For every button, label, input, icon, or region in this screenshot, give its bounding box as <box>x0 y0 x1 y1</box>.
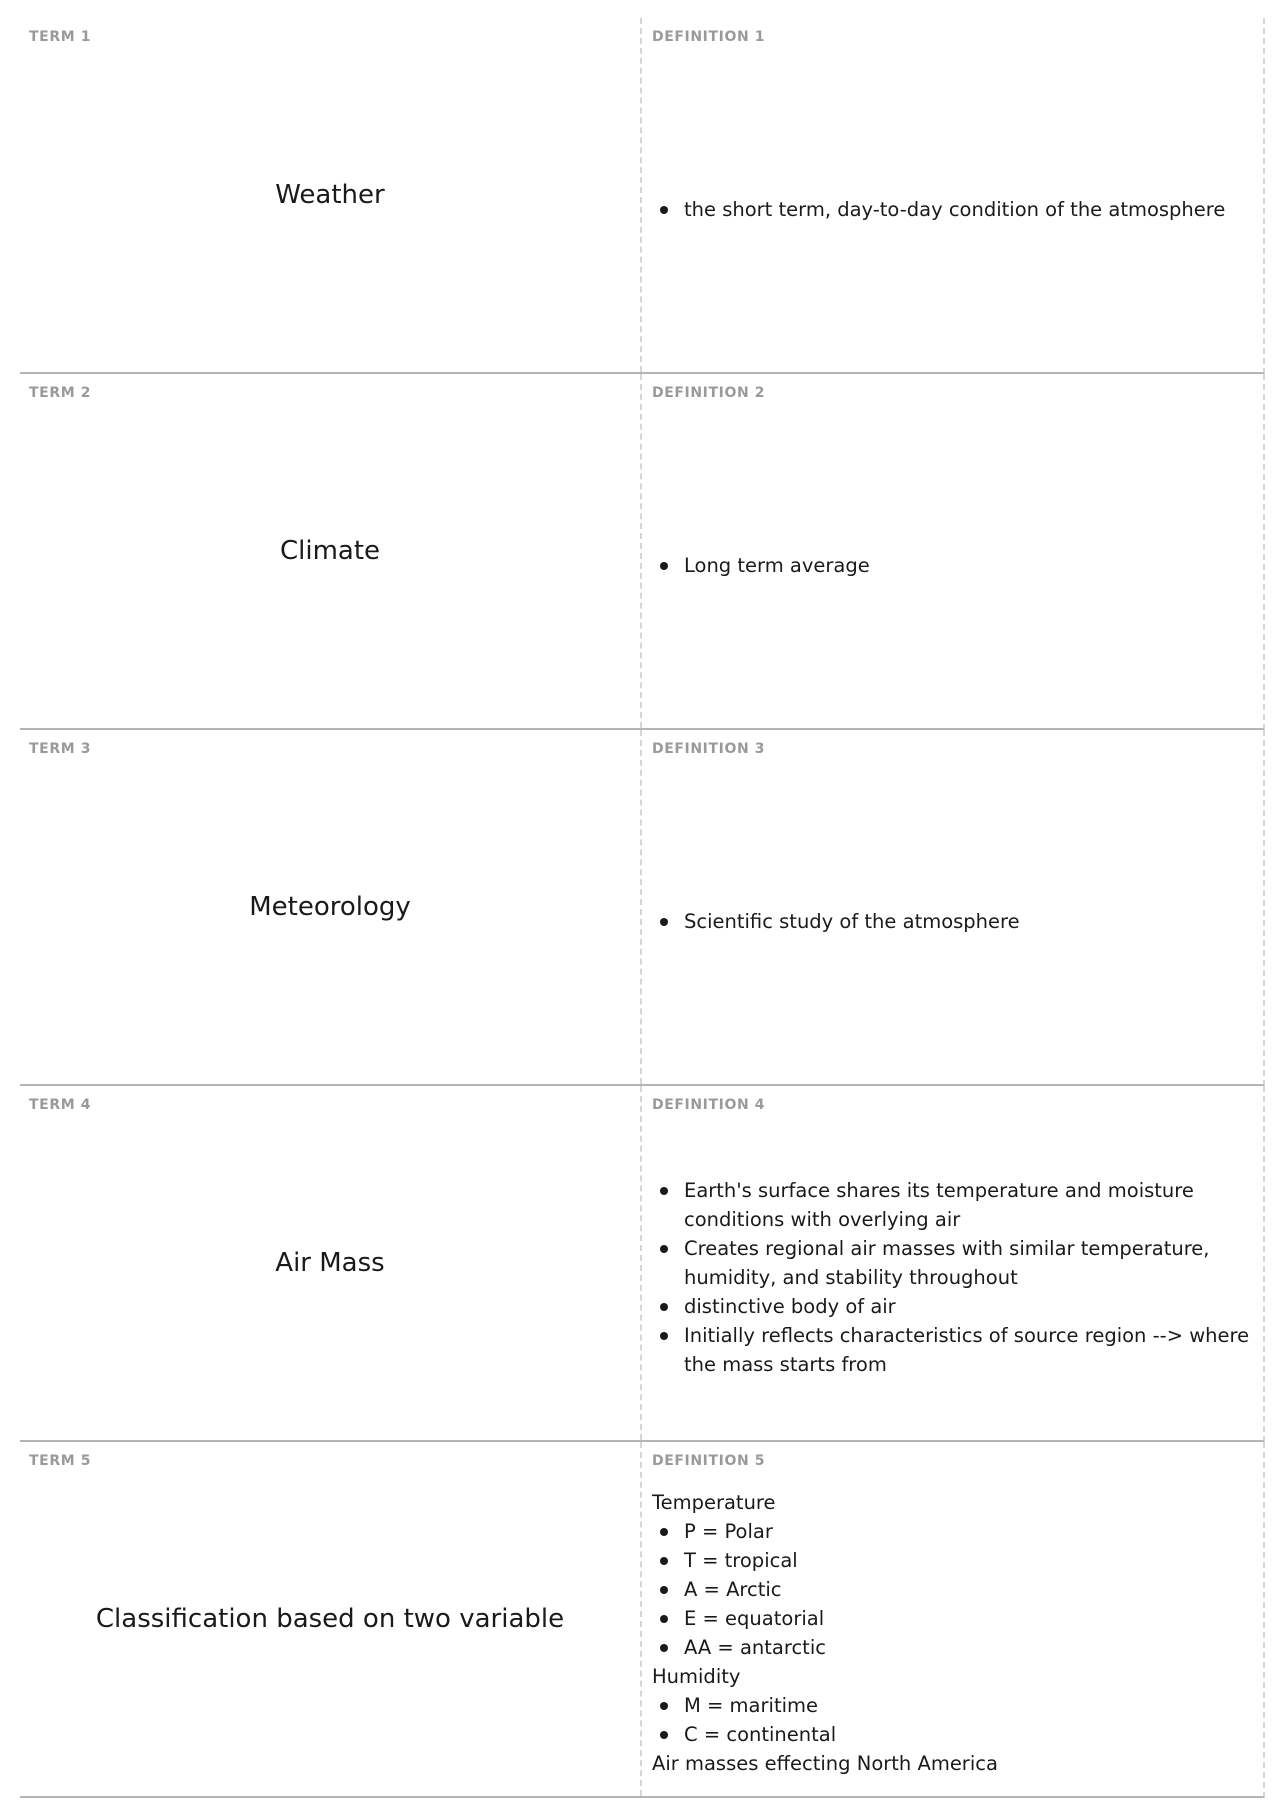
definition-bullet: distinctive body of air <box>652 1292 1255 1321</box>
definition-bullet: Creates regional air masses with similar temperature, humidity, and stability throughout <box>652 1234 1255 1292</box>
flashcard-3 <box>20 730 1265 1086</box>
term-cell-2 <box>20 374 642 728</box>
humidity-list <box>652 1691 1255 1749</box>
definition-bullet: Initially reflects characteristics of source region --> where the mass starts from <box>652 1321 1255 1379</box>
term-text-3: Meteorology <box>249 892 411 922</box>
definition-bullet: P = Polar <box>652 1517 1255 1546</box>
definition-cell-1 <box>642 18 1263 372</box>
definition-bullet: A = Arctic <box>652 1575 1255 1604</box>
flashcard-sheet <box>20 18 1265 1798</box>
definition-body-2 <box>652 410 1255 720</box>
definition-bullet: the short term, day-to-day condition of the atmosphere <box>652 195 1255 224</box>
definition-bullet: E = equatorial <box>652 1604 1255 1633</box>
temperature-heading: Temperature <box>652 1491 776 1514</box>
definition-label-5: DEFINITION 5 <box>652 1453 766 1469</box>
definition-bullet: M = maritime <box>652 1691 1255 1720</box>
definition-label-4: DEFINITION 4 <box>652 1097 766 1113</box>
definition-body-3 <box>652 766 1255 1076</box>
flashcard-4 <box>20 1086 1265 1442</box>
definition-list-2 <box>652 551 1255 580</box>
definition-bullet: AA = antarctic <box>652 1633 1255 1662</box>
definition-cell-5 <box>642 1442 1263 1796</box>
term-cell-1 <box>20 18 642 372</box>
term-cell-4 <box>20 1086 642 1440</box>
definition-bullet: Long term average <box>652 551 1255 580</box>
definition-label-1: DEFINITION 1 <box>652 29 766 45</box>
definition-body-4 <box>652 1122 1255 1432</box>
term-text-5: Classification based on two variable <box>95 1604 565 1634</box>
term-label-5: TERM 5 <box>29 1453 92 1469</box>
term-label-4: TERM 4 <box>29 1097 92 1113</box>
term-label-1: TERM 1 <box>29 29 92 45</box>
air-masses-note: Air masses effecting North America <box>652 1752 998 1775</box>
term-text-1: Weather <box>275 180 385 210</box>
humidity-heading: Humidity <box>652 1665 741 1688</box>
term-cell-3 <box>20 730 642 1084</box>
definition-list-1 <box>652 195 1255 224</box>
temperature-list <box>652 1517 1255 1662</box>
definition-list-3 <box>652 907 1255 936</box>
term-cell-5 <box>20 1442 642 1796</box>
definition-label-3: DEFINITION 3 <box>652 741 766 757</box>
definition-list-4 <box>652 1176 1255 1379</box>
definition-cell-2 <box>642 374 1263 728</box>
term-text-4: Air Mass <box>275 1248 385 1278</box>
definition-body-1 <box>652 54 1255 364</box>
definition-label-2: DEFINITION 2 <box>652 385 766 401</box>
flashcard-5 <box>20 1442 1265 1798</box>
term-text-2: Climate <box>279 536 381 566</box>
definition-bullet: Scientific study of the atmosphere <box>652 907 1255 936</box>
definition-bullet: C = continental <box>652 1720 1255 1749</box>
flashcard-2 <box>20 374 1265 730</box>
definition-body-5 <box>652 1478 1255 1788</box>
term-label-3: TERM 3 <box>29 741 92 757</box>
definition-cell-3 <box>642 730 1263 1084</box>
definition-cell-4 <box>642 1086 1263 1440</box>
definition-bullet: Earth's surface shares its temperature and moisture conditions with overlying air <box>652 1176 1255 1234</box>
definition-bullet: T = tropical <box>652 1546 1255 1575</box>
flashcard-1 <box>20 18 1265 374</box>
term-label-2: TERM 2 <box>29 385 92 401</box>
